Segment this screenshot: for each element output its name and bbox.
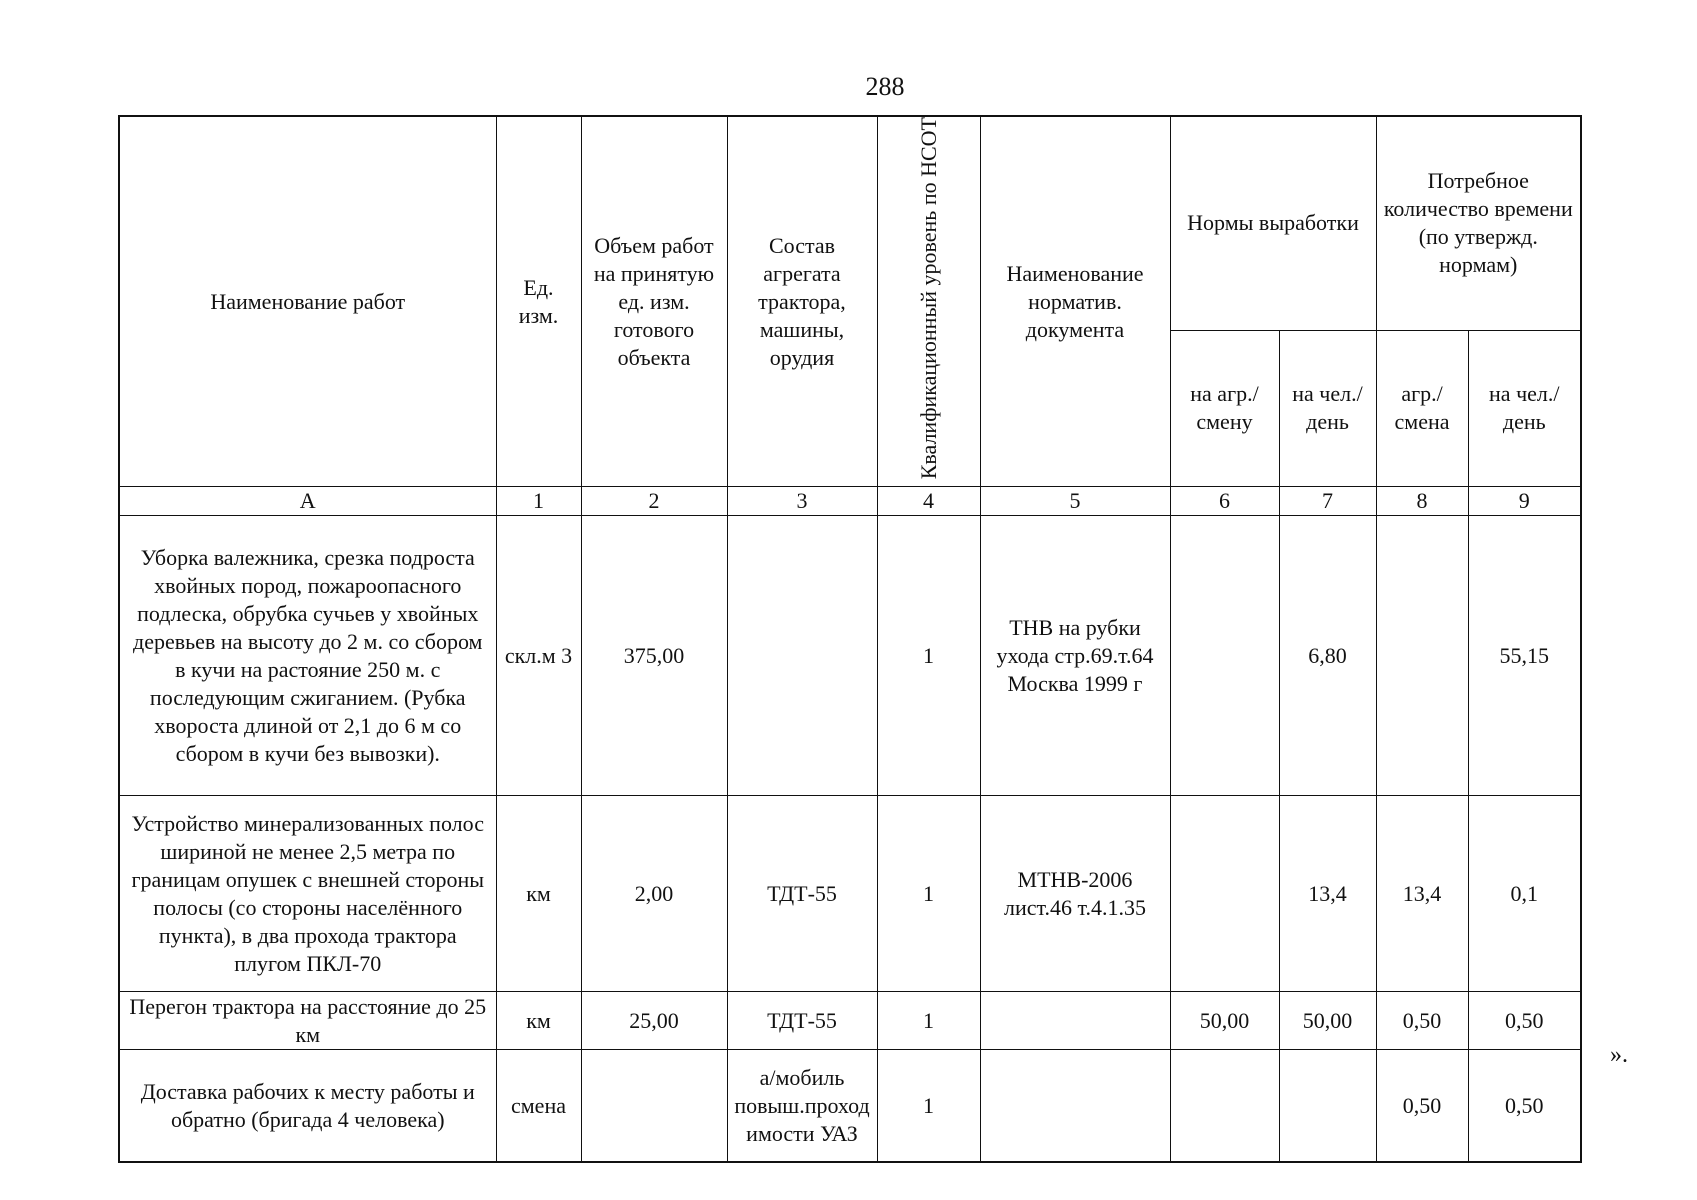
column-number: 7 — [1279, 487, 1376, 516]
cell-norm-agr — [1170, 516, 1279, 796]
cell-name: Доставка рабочих к месту работы и обратно (бригада 4 человека) — [119, 1050, 496, 1162]
cell-name: Перегон трактора на расстояние до 25 км — [119, 992, 496, 1050]
column-number: 9 — [1468, 487, 1581, 516]
header-composition: Состав агрегата трактора, машины, орудия — [727, 116, 877, 487]
column-number: 2 — [581, 487, 727, 516]
cell-composition — [727, 516, 877, 796]
cell-norm-agr — [1170, 1050, 1279, 1162]
cell-time-person: 55,15 — [1468, 516, 1581, 796]
header-norm-agr: на агр./ смену — [1170, 330, 1279, 487]
cell-time-person: 0,50 — [1468, 1050, 1581, 1162]
cell-time-agr: 13,4 — [1376, 796, 1468, 992]
column-number-row — [119, 487, 1581, 516]
cell-composition: ТДТ-55 — [727, 992, 877, 1050]
cell-composition: а/мобиль повыш.проходимости УАЗ — [727, 1050, 877, 1162]
table-row — [119, 796, 1581, 992]
header-time-agr: агр./ смена — [1376, 330, 1468, 487]
cell-time-person: 0,50 — [1468, 992, 1581, 1050]
column-number: 8 — [1376, 487, 1468, 516]
header-qualification: Квалификационный уровень по НСОТ — [915, 117, 941, 480]
cell-norm-person: 13,4 — [1279, 796, 1376, 992]
cell-norm-person: 50,00 — [1279, 992, 1376, 1050]
cell-volume: 375,00 — [581, 516, 727, 796]
cell-document — [980, 992, 1170, 1050]
cell-unit: км — [496, 992, 581, 1050]
table-row — [119, 1050, 1581, 1162]
cell-name: Уборка валежника, срезка подроста хвойных пород, пожароопасного подлеска, обрубка сучьев у хвойных деревьев на высоту до 2 м. со сбором в кучи на растояние 250 м. с последующим сжиганием. (Рубка хвороста длиной от 2,1 до 6 м со сбором в кучи без вывозки). — [119, 516, 496, 796]
cell-norm-person: 6,80 — [1279, 516, 1376, 796]
column-number: 3 — [727, 487, 877, 516]
cell-time-agr: 0,50 — [1376, 992, 1468, 1050]
cell-qualification: 1 — [877, 516, 980, 796]
table-row — [119, 992, 1581, 1050]
column-number: 1 — [496, 487, 581, 516]
cell-norm-person — [1279, 1050, 1376, 1162]
cell-unit: скл.м 3 — [496, 516, 581, 796]
header-name: Наименование работ — [119, 116, 496, 487]
cell-composition: ТДТ-55 — [727, 796, 877, 992]
table-row — [119, 516, 1581, 796]
cell-document — [980, 1050, 1170, 1162]
cell-name: Устройство минерализованных полос шириной не менее 2,5 метра по границам опушек с внешней стороны полосы (со стороны населённого пункта), в два прохода трактора плугом ПКЛ-70 — [119, 796, 496, 992]
header-time-group: Потребное количество времени (по утвержд. нормам) — [1376, 116, 1581, 330]
closing-quote-mark: ». — [1610, 1042, 1628, 1068]
cell-document: ТНВ на рубки ухода стр.69.т.64 Москва 1999 г — [980, 516, 1170, 796]
cell-norm-agr: 50,00 — [1170, 992, 1279, 1050]
column-number: А — [119, 487, 496, 516]
cell-qualification: 1 — [877, 1050, 980, 1162]
cell-time-agr: 0,50 — [1376, 1050, 1468, 1162]
header-row-top — [119, 116, 1581, 330]
header-norm-person: на чел./ день — [1279, 330, 1376, 487]
cell-unit: смена — [496, 1050, 581, 1162]
header-unit: Ед. изм. — [496, 116, 581, 487]
cell-time-person: 0,1 — [1468, 796, 1581, 992]
page-number: 288 — [865, 72, 905, 101]
work-norms-table — [118, 115, 1582, 1163]
cell-norm-agr — [1170, 796, 1279, 992]
header-document: Наименование норматив. документа — [980, 116, 1170, 487]
cell-document: МТНВ-2006 лист.46 т.4.1.35 — [980, 796, 1170, 992]
cell-unit: км — [496, 796, 581, 992]
cell-qualification: 1 — [877, 796, 980, 992]
cell-volume: 2,00 — [581, 796, 727, 992]
cell-volume — [581, 1050, 727, 1162]
cell-qualification: 1 — [877, 992, 980, 1050]
column-number: 5 — [980, 487, 1170, 516]
column-number: 6 — [1170, 487, 1279, 516]
cell-volume: 25,00 — [581, 992, 727, 1050]
header-qualification-cell — [877, 116, 980, 487]
column-number: 4 — [877, 487, 980, 516]
cell-time-agr — [1376, 516, 1468, 796]
header-volume: Объем работ на принятую ед. изм. готового объекта — [581, 116, 727, 487]
header-norms-group: Нормы выработки — [1170, 116, 1376, 330]
header-time-person: на чел./ день — [1468, 330, 1581, 487]
